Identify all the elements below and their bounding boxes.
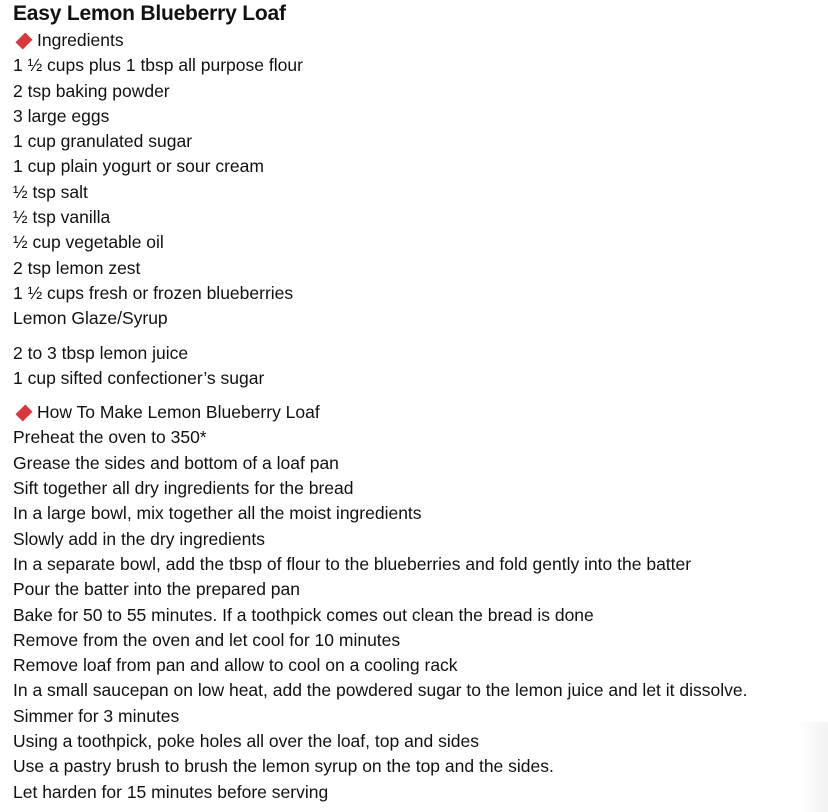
list-item: ½ cup vegetable oil — [13, 232, 164, 253]
glaze-subheading: Lemon Glaze/Syrup — [13, 308, 168, 329]
method-heading — [16, 400, 823, 425]
method-heading-label: How To Make Lemon Blueberry Loaf — [37, 402, 320, 423]
list-item: Use a pastry brush to brush the lemon syrup on the top and the sides. — [13, 756, 554, 777]
list-item: Let harden for 15 minutes before serving — [13, 781, 329, 802]
list-item: Remove from the oven and let cool for 10 minutes — [13, 629, 401, 650]
ingredients-heading — [16, 28, 823, 53]
list-item: ½ tsp salt — [13, 181, 88, 202]
glaze-list — [13, 341, 823, 392]
list-item: Using a toothpick, poke holes all over the loaf, top and sides — [13, 731, 479, 752]
list-item: Remove loaf from pan and allow to cool on a cooling rack — [13, 655, 458, 676]
ingredients-heading-label: Ingredients — [37, 30, 124, 50]
list-item: In a large bowl, mix together all the moist ingredients — [13, 503, 422, 524]
list-item: In a small saucepan on low heat, add the powdered sugar to the lemon juice and let it dissolve. — [13, 680, 748, 701]
spacer — [13, 332, 823, 341]
recipe-title: Easy Lemon Blueberry Loaf — [13, 2, 286, 25]
list-item: 1 ½ cups fresh or frozen blueberries — [13, 282, 294, 303]
list-item: 2 to 3 tbsp lemon juice — [13, 342, 189, 363]
list-item: 3 large eggs — [13, 105, 110, 126]
list-item: Bake for 50 to 55 minutes. If a toothpick comes out clean the bread is done — [13, 604, 594, 625]
list-item: Grease the sides and bottom of a loaf pan — [13, 452, 339, 473]
list-item: Preheat the oven to 350* — [13, 427, 207, 448]
spacer — [13, 391, 823, 400]
list-item: ½ tsp vanilla — [13, 207, 111, 228]
recipe-document — [13, 0, 823, 805]
ingredients-list — [13, 53, 823, 331]
list-item: 1 ½ cups plus 1 tbsp all purpose flour — [13, 55, 303, 76]
list-item: Sift together all dry ingredients for the bread — [13, 478, 354, 499]
list-item: 1 cup plain yogurt or sour cream — [13, 156, 264, 177]
list-item: Simmer for 3 minutes — [13, 705, 180, 726]
list-item: In a separate bowl, add the tbsp of flour to the blueberries and fold gently into the batter — [13, 553, 692, 574]
list-item: Slowly add in the dry ingredients — [13, 528, 265, 549]
list-item: Pour the batter into the prepared pan — [13, 579, 301, 600]
red-diamond-icon — [16, 404, 33, 421]
method-steps — [13, 425, 823, 804]
list-item: 1 cup sifted confectioner’s sugar — [13, 367, 265, 388]
red-diamond-icon — [16, 32, 33, 49]
list-item: 1 cup granulated sugar — [13, 131, 193, 152]
list-item: 2 tsp baking powder — [13, 80, 170, 101]
list-item: 2 tsp lemon zest — [13, 257, 141, 278]
